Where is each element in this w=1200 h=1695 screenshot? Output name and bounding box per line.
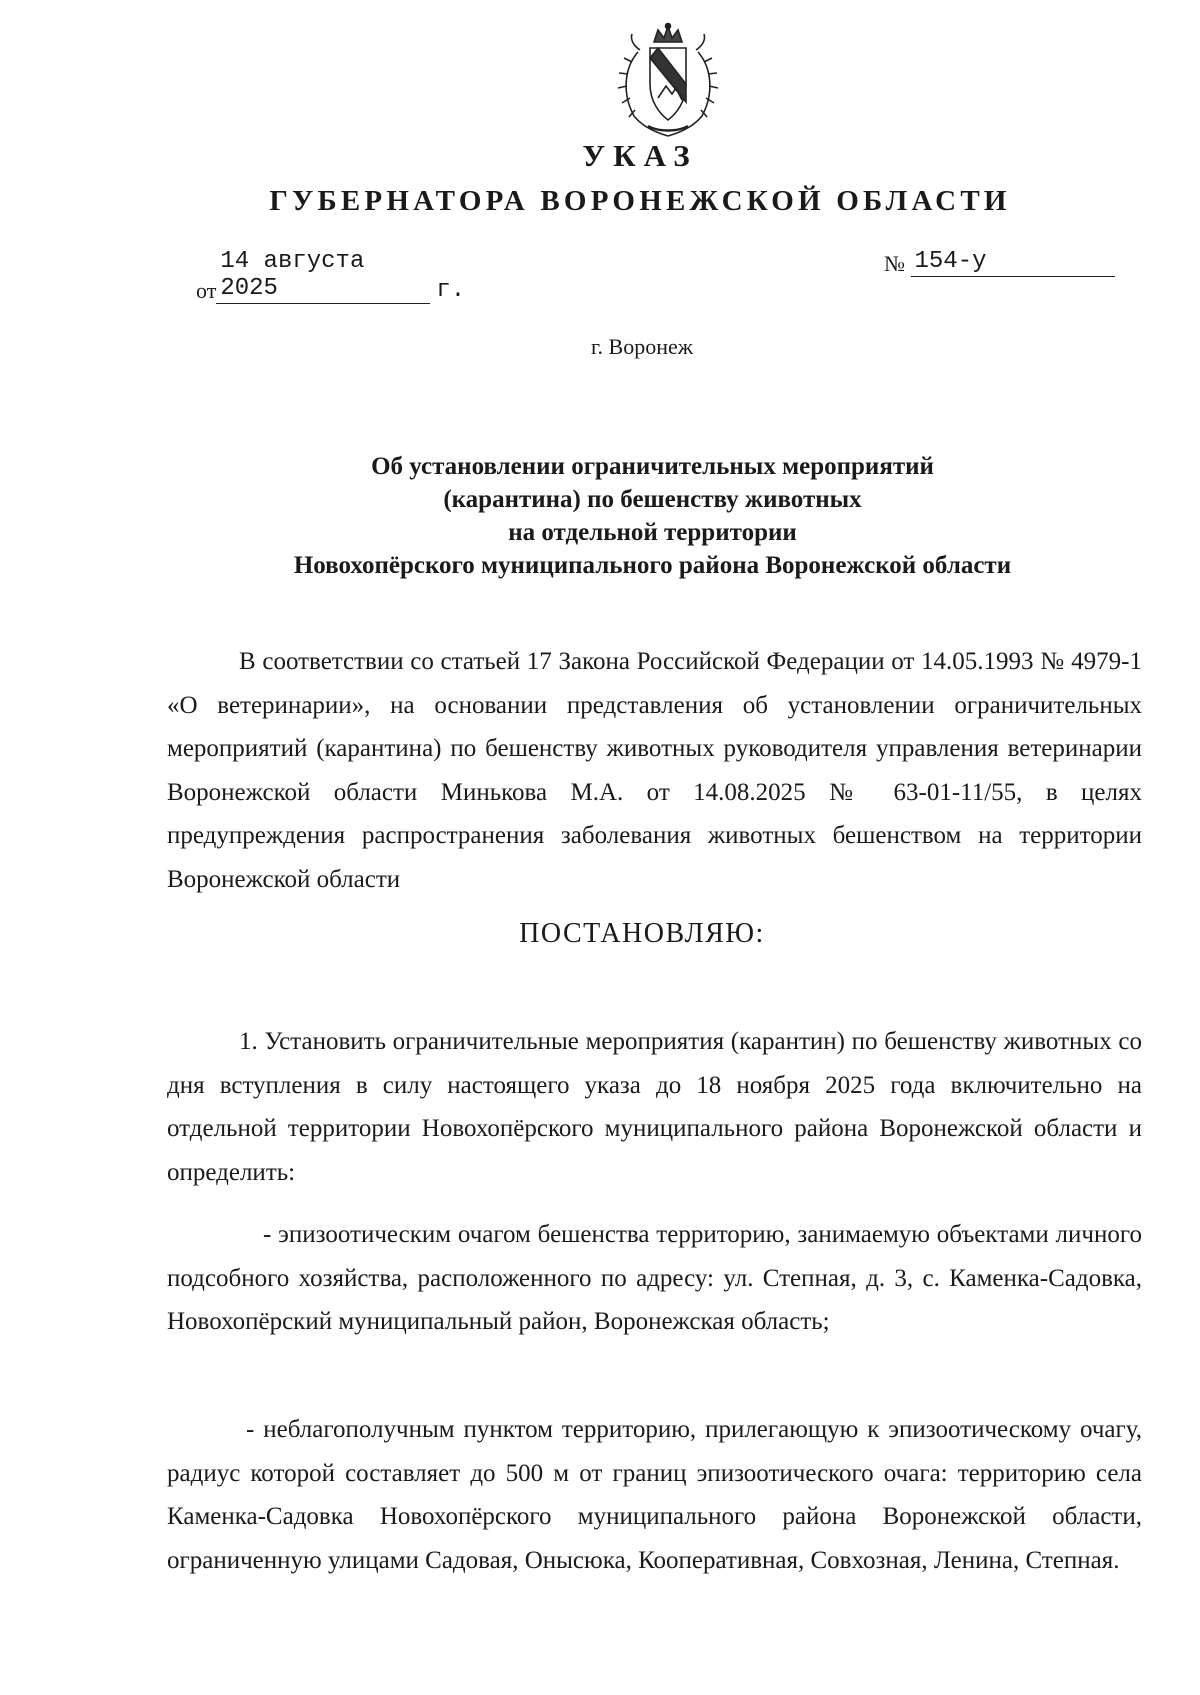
number-prefix: № (884, 251, 905, 276)
decree-word: ПОСТАНОВЛЯЮ: (519, 918, 765, 949)
document-date: 14 августа 2025 (216, 248, 430, 304)
date-prefix: от (196, 278, 217, 303)
document-number: 154-у (911, 248, 1115, 277)
heading-line: на отдельной территории (508, 519, 797, 546)
date-suffix: г. (436, 277, 466, 304)
document-number-row (884, 248, 1115, 288)
document-subtitle: ГУБЕРНАТОРА ВОРОНЕЖСКОЙ ОБЛАСТИ (269, 185, 1011, 217)
preamble-paragraph: В соответствии со статьей 17 Закона Российской Федерации от 14.05.1993 № 4979-1 «О ветеринарии», на основании представления об установлении ограничительных мероприятий (карантина) по бешенству животных руководителя управления ветеринарии Воронежской области Минькова М.А. от 14.08.2025 № 63-01-11/55, в целях предупреждения распространения заболевания животных бешенством на территории Воронежской области (167, 648, 1142, 893)
item-1-dash-2-paragraph: - неблагополучным пунктом территорию, прилегающую к эпизоотическому очагу, радиус которой составляет до 500 м от границ эпизоотического очага: территорию села Каменка-Садовка Новохопёрского муниципального района Воронежской области, ограниченную улицами Садовая, Онысюка, Кооперативная, Совхозная, Ленина, Степная. (167, 1416, 1142, 1574)
heading-line: Об установлении ограничительных мероприятий (371, 453, 934, 480)
document-heading (160, 450, 1145, 582)
heading-line: (карантина) по бешенству животных (443, 486, 862, 513)
heading-line: Новохопёрского муниципального района Воронежской области (293, 552, 1012, 579)
document-date-row (196, 248, 466, 304)
item-1-dash-1-paragraph: - эпизоотическим очагом бешенства территорию, занимаемую объектами личного подсобного хозяйства, расположенного по адресу: ул. Степная, д. 3, с. Каменка-Садовка, Новохопёрский муниципальный район, Воронежская область; (167, 1221, 1142, 1335)
item-1-paragraph: 1. Установить ограничительные мероприятия (карантин) по бешенству животных со дня вступления в силу настоящего указа до 18 ноября 2025 года включительно на отдельной территории Новохопёрского муниципального района Воронежской области и определить: (167, 1028, 1142, 1186)
document-city: г. Воронеж (591, 334, 693, 359)
coat-of-arms-icon (610, 22, 726, 142)
document-title: УКАЗ (582, 138, 698, 173)
